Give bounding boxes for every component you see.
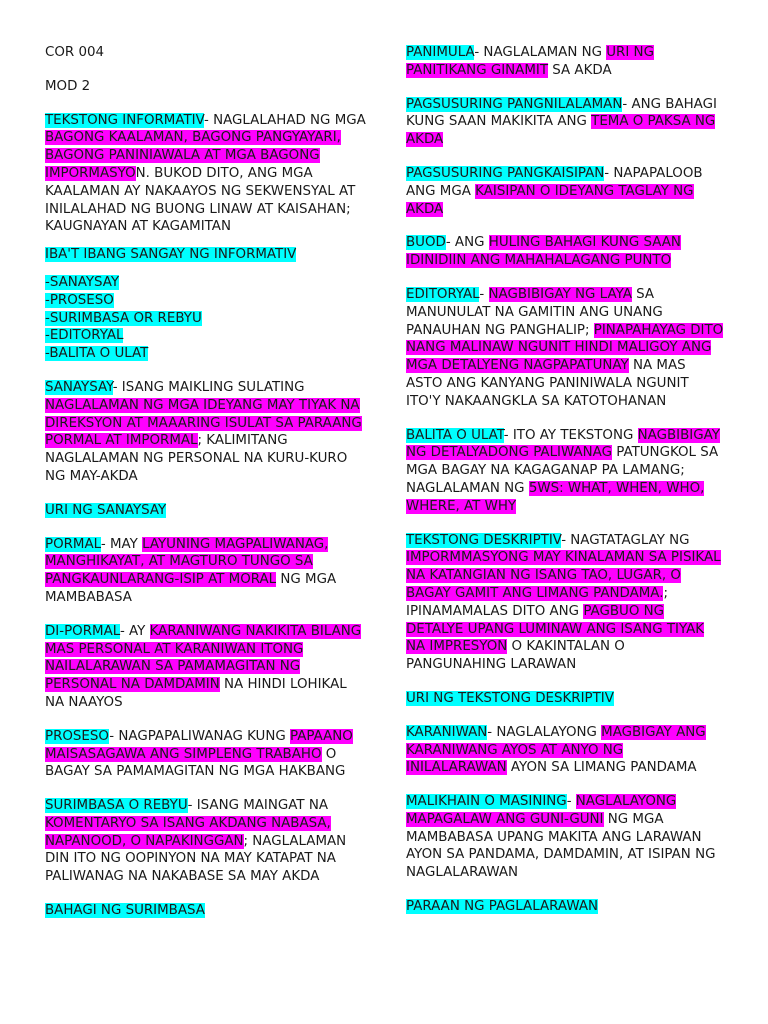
section-heading-text: PARAAN NG PAGLALARAWAN xyxy=(406,899,599,915)
section-heading-text: IBA'T IBANG SANGAY NG INFORMATIV xyxy=(45,247,297,263)
key-phrase: MAGBIGAY ANG KARANIWANG AYOS AT ANYO NG INILALARAWAN xyxy=(406,724,706,776)
paragraph-pormal xyxy=(45,536,367,607)
list-item xyxy=(45,292,367,310)
paragraph-balita-o-ulat xyxy=(406,427,724,516)
paragraph-proseso xyxy=(45,728,367,781)
paragraph-editoryal xyxy=(406,286,724,411)
definition-text: NA HINDI LOHIKAL NA NAAYOS xyxy=(45,677,347,710)
term-pagsusuring-pangnilalaman: PAGSUSURING PANGNILALAMAN xyxy=(406,96,623,112)
list-item xyxy=(45,345,367,363)
list-item-text: -EDITORYAL xyxy=(45,328,124,344)
list-item xyxy=(45,274,367,292)
definition-text: NG MGA MAMBABASA xyxy=(45,572,337,605)
list-item xyxy=(45,310,367,328)
key-phrase: 5WS: WHAT, WHEN, WHO, WHERE, AT WHY xyxy=(406,480,705,514)
term-balita-o-ulat: BALITA O ULAT xyxy=(406,427,504,443)
paragraph-di-pormal xyxy=(45,623,367,712)
definition-text: NA MAS ASTO ANG KANYANG PANINIWALA NGUNIT ITO'Y NAKAANGKLA SA KATOTOHANAN xyxy=(406,358,689,409)
key-phrase: PAPAANO MAISASAGAWA ANG SIMPLENG TRABAHO xyxy=(45,728,353,762)
definition-text: - AY xyxy=(119,623,150,639)
list-item-text: -PROSESO xyxy=(45,292,114,308)
term-pagsusuring-pangkaisipan: PAGSUSURING PANGKAISIPAN xyxy=(406,165,605,181)
paragraph-pagsusuring-pangnilalaman xyxy=(406,96,724,149)
definition-text: - NAGPAPALIWANAG KUNG xyxy=(109,728,290,744)
module-label-text: MOD 2 xyxy=(45,78,91,94)
definition-text: SA MANUNULAT NA GAMITIN ANG UNANG PANAUHAN NG PANGHALIP; xyxy=(406,286,663,338)
definition-text: - NAGLALAMAN NG xyxy=(474,45,607,60)
term-editoryal: EDITORYAL xyxy=(406,286,480,302)
key-phrase: KOMENTARYO SA ISANG AKDANG NABASA, NAPANOOD, O NAPAKINGGAN xyxy=(45,815,331,849)
definition-text: - ISANG MAINGAT NA xyxy=(187,798,329,814)
term-panimula: PANIMULA xyxy=(406,45,475,60)
definition-text: - ITO AY TEKSTONG xyxy=(503,427,638,443)
definition-text: O BAGAY SA PAMAMAGITAN NG MGA HAKBANG xyxy=(45,746,346,780)
key-phrase: NAGLALAYONG MAPAGALAW ANG GUNI-GUNI xyxy=(406,794,677,827)
term-sanaysay: SANAYSAY xyxy=(45,379,113,395)
paragraph-malikhain-o-masining xyxy=(406,793,724,882)
section-heading-text: URI NG SANAYSAY xyxy=(45,502,167,518)
heading-iba-t-ibang-sangay xyxy=(45,246,367,264)
definition-text: - NAGTATAGLAY NG xyxy=(561,532,690,548)
term-pormal: PORMAL xyxy=(45,536,101,552)
definition-text: AYON SA LIMANG PANDAMA xyxy=(506,760,697,776)
key-phrase: TEMA O PAKSA NG AKDA xyxy=(406,114,716,148)
term-tekstong-deskriptiv: TEKSTONG DESKRIPTIV xyxy=(406,532,562,548)
key-phrase: BAGONG KAALAMAN, BAGONG PANGYAYARI, BAGONG PANINIAWALA AT MGA BAGONG IMPORMASYO xyxy=(45,130,341,181)
list-item-text: -SURIMBASA OR REBYU xyxy=(45,310,202,326)
paragraph-tekstong-informativ xyxy=(45,112,367,237)
section-heading-text: BAHAGI NG SURIMBASA xyxy=(45,903,205,919)
definition-text: - ANG BAHAGI KUNG SAAN MAKIKITA ANG xyxy=(406,96,717,130)
definition-text: - NAPAPALOOB ANG MGA xyxy=(406,165,703,199)
paragraph-sanaysay xyxy=(45,379,367,486)
key-phrase: KAISIPAN O IDEYANG TAGLAY NG AKDA xyxy=(406,183,694,217)
paragraph-buod xyxy=(406,234,724,270)
term-karaniwan: KARANIWAN xyxy=(406,724,488,740)
definition-text: - xyxy=(479,286,489,302)
term-tekstong-informativ: TEKSTONG INFORMATIV xyxy=(45,112,204,128)
left-column xyxy=(45,44,367,936)
key-phrase: IMPORMMASYONG MAY KINALAMAN SA PISIKAL NA KATANGIAN NG ISANG TAO, LUGAR, O BAGAY GAMIT ANG LIMANG PANDAMA. xyxy=(406,550,721,601)
term-malikhain-o-masining: MALIKHAIN O MASINING xyxy=(406,794,567,810)
term-buod: BUOD xyxy=(406,235,446,251)
course-code xyxy=(45,44,367,62)
term-proseso: PROSESO xyxy=(45,728,110,744)
section-heading-text: URI NG TEKSTONG DESKRIPTIV xyxy=(406,690,614,706)
definition-text: PATUNGKOL SA MGA BAGAY NA KAGAGANAP PA LAMANG; NAGLALAMAN NG xyxy=(406,445,719,496)
list-item xyxy=(45,327,367,345)
paragraph-surimbasa xyxy=(45,797,367,886)
key-phrase: URI NG PANITIKANG GINAMIT xyxy=(406,45,654,78)
paragraph-tekstong-deskriptiv xyxy=(406,532,724,674)
definition-text: N. BUKOD DITO, ANG MGA KAALAMAN AY NAKAAYOS NG SEKWENSYAL AT INILALAHAD NG BUONG LINAW AT KAISAHAN; KAUGNAYAN AT KAGAMITAN xyxy=(45,165,356,235)
definition-text: - xyxy=(566,794,576,810)
key-phrase: KARANIWANG NAKIKITA BILANG MAS PERSONAL AT KARANIWAN ITONG NAILALARAWAN SA PAMAMAGITAN NG PERSONAL NA DAMDAMIN xyxy=(45,623,362,693)
list-item-text: -BALITA O ULAT xyxy=(45,346,149,362)
key-phrase: HULING BAHAGI KUNG SAAN IDINIDIIN ANG MAHAHALAGANG PUNTO xyxy=(406,235,681,269)
term-surimbasa: SURIMBASA O REBYU xyxy=(45,798,188,814)
definition-text: - NAGLALAHAD NG MGA xyxy=(203,112,366,128)
key-phrase: NAGBIBIGAY NG DETALYADONG PALIWANAG xyxy=(406,427,720,461)
course-code-text: COR 004 xyxy=(45,45,105,60)
key-phrase: PINAPAHAYAG DITO NANG MALINAW NGUNIT HINDI MALIGOY ANG MGA DETALYENG NAGPAPATUNAY xyxy=(406,322,724,374)
definition-text: - ANG xyxy=(445,235,489,251)
key-phrase: NAGBIBIGAY NG LAYA xyxy=(488,286,632,302)
key-phrase: NAGLALAMAN NG MGA IDEYANG MAY TIYAK NA DIREKSYON AT MAAARING ISULAT SA PARAANG PORMAL AT IMPORMAL xyxy=(45,397,362,449)
definition-text: ; KALIMITANG NAGLALAMAN NG PERSONAL NA KURU-KURO NG MAY-AKDA xyxy=(45,433,348,484)
list-item-text: -SANAYSAY xyxy=(45,274,120,290)
paragraph-panimula xyxy=(406,44,724,80)
term-di-pormal: DI-PORMAL xyxy=(45,623,120,639)
definition-text: ; IPINAMAMALAS DITO ANG xyxy=(406,585,668,619)
definition-text: ; NAGLALAMAN DIN ITO NG OOPINYON NA MAY KATAPAT NA PALIWANAG NA NAKABASE SA MAY AKDA xyxy=(45,833,347,885)
heading-uri-ng-sanaysay xyxy=(45,502,367,520)
heading-bahagi-ng-surimbasa xyxy=(45,902,367,920)
heading-uri-ng-tekstong-deskriptiv xyxy=(406,690,724,708)
branch-list xyxy=(45,274,367,363)
module-label xyxy=(45,78,367,96)
definition-text: - ISANG MAIKLING SULATING xyxy=(112,379,305,395)
definition-text: NG MGA MAMBABASA UPANG MAKITA ANG LARAWAN AYON SA PANDAMA, DAMDAMIN, AT ISIPAN NG NAGLALARAWAN xyxy=(406,811,716,881)
definition-text: SA AKDA xyxy=(548,62,612,78)
right-column xyxy=(406,44,724,932)
definition-text: - MAY xyxy=(100,536,143,552)
heading-paraan-ng-paglalarawan xyxy=(406,898,724,916)
key-phrase: PAGBUO NG DETALYE UPANG LUMINAW ANG ISANG TIYAK NA IMPRESYON xyxy=(406,603,705,655)
definition-text: O KAKINTALAN O PANGUNAHING LARAWAN xyxy=(406,639,625,673)
paragraph-karaniwan xyxy=(406,724,724,777)
key-phrase: LAYUNING MAGPALIWANAG, MANGHIKAYAT, AT MAGTURO TUNGO SA PANGKAUNLARANG-ISIP AT MORAL xyxy=(45,536,329,588)
paragraph-pagsusuring-pangkaisipan xyxy=(406,165,724,218)
definition-text: - NAGLALAYONG xyxy=(487,724,602,740)
